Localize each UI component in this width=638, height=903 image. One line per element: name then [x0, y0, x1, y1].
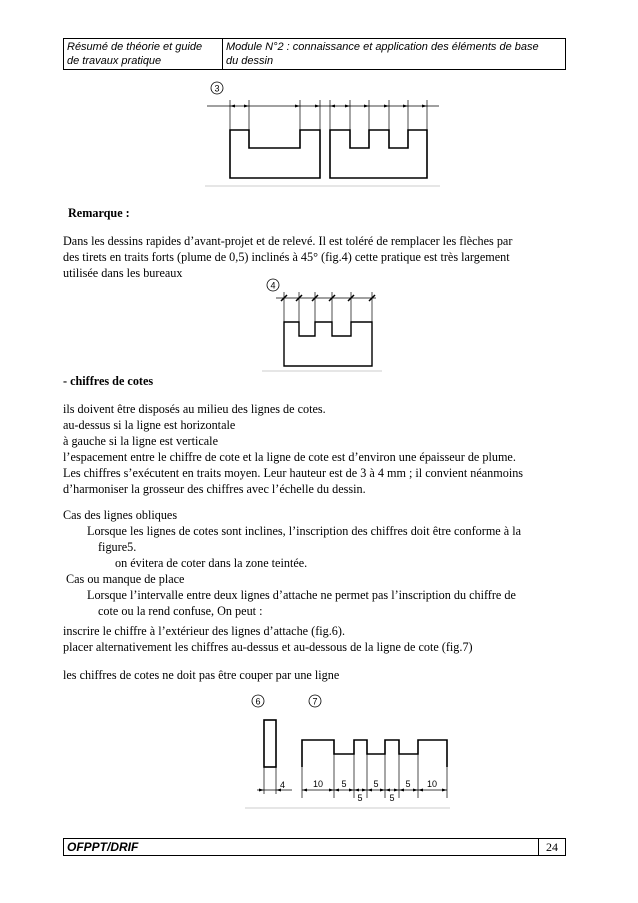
- remark-line-2: des tirets en traits forts (plume de 0,5) inclinés à 45° (fig.4) cette pratique est très largement: [63, 250, 510, 264]
- figure-3: [205, 78, 440, 188]
- figure-7-dim-2: 5: [341, 779, 347, 789]
- figure-7-dim-4: 5: [405, 779, 411, 789]
- figure-7-dim-3: 5: [373, 779, 379, 789]
- oblique-line-3: on évitera de coter dans la zone teintée.: [115, 556, 308, 570]
- header-right: [223, 39, 565, 69]
- page-header: [63, 38, 566, 70]
- section-title: - chiffres de cotes: [63, 374, 154, 388]
- section-line-2: au-dessus si la ligne est horizontale: [63, 418, 236, 432]
- header-right-line-2: du dessin: [226, 55, 274, 67]
- oblique-title: Cas des lignes obliques: [63, 508, 178, 522]
- section-line-6: d’harmoniser la grosseur des chiffres avec l’échelle du dessin.: [63, 482, 366, 496]
- section-line-4: l’espacement entre le chiffre de cote et la ligne de cote est d’environ une épaisseur de plume.: [63, 450, 516, 464]
- after-line-1: inscrire le chiffre à l’extérieur des lignes d’attache (fig.6).: [63, 624, 345, 638]
- oblique-line-2: figure5.: [98, 540, 137, 554]
- section-line-3: à gauche si la ligne est verticale: [63, 434, 218, 448]
- figure-4: [262, 276, 382, 372]
- figure-7-number: 7: [312, 696, 318, 707]
- figure-6-dim: 4: [280, 780, 286, 790]
- figure-4-number: 4: [270, 280, 276, 291]
- page-footer: [63, 838, 566, 856]
- header-left: [64, 39, 223, 69]
- after-line-2: placer alternativement les chiffres au-dessus et au-dessous de la ligne de cote (fig.7): [63, 640, 473, 654]
- remark-title: Remarque :: [68, 206, 130, 220]
- figure-7-dim-6: 5: [357, 793, 363, 803]
- oblique-line-1: Lorsque les lignes de cotes sont inclines, l’inscription des chiffres doit être conforme à la: [87, 524, 522, 538]
- figure-3-number: 3: [214, 83, 220, 94]
- header-right-line-1: Module N°2 : connaissance et application des éléments de base: [226, 41, 539, 53]
- figure-7-dim-1: 10: [312, 779, 324, 789]
- lack-title: Cas ou manque de place: [66, 572, 185, 586]
- footer-org: OFPPT/DRIF: [64, 839, 539, 855]
- section-line-5: Les chiffres s’exécutent en traits moyen. Leur hauteur est de 3 à 4 mm ; il convient néanmoins: [63, 466, 524, 480]
- lack-line-2: cote ou la rend confuse, On peut :: [98, 604, 263, 618]
- remark-line-1: Dans les dessins rapides d’avant-projet et de relevé. Il est toléré de remplacer les flèches par: [63, 234, 513, 248]
- figure-7-dim-5: 10: [426, 779, 438, 789]
- page-number: 24: [546, 840, 558, 854]
- remark-line-3: utilisée dans les bureaux: [63, 266, 183, 280]
- figures-6-7: [245, 690, 450, 810]
- last-line: les chiffres de cotes ne doit pas être couper par une ligne: [63, 668, 340, 682]
- section-line-1: ils doivent être disposés au milieu des lignes de cotes.: [63, 402, 326, 416]
- header-left-line-1: Résumé de théorie et guide: [67, 41, 203, 53]
- figure-7-dim-7: 5: [389, 793, 395, 803]
- header-left-line-2: de travaux pratique: [67, 55, 162, 67]
- lack-line-1: Lorsque l’intervalle entre deux lignes d’attache ne permet pas l’inscription du chiffre de: [87, 588, 516, 602]
- figure-6-number: 6: [255, 696, 261, 707]
